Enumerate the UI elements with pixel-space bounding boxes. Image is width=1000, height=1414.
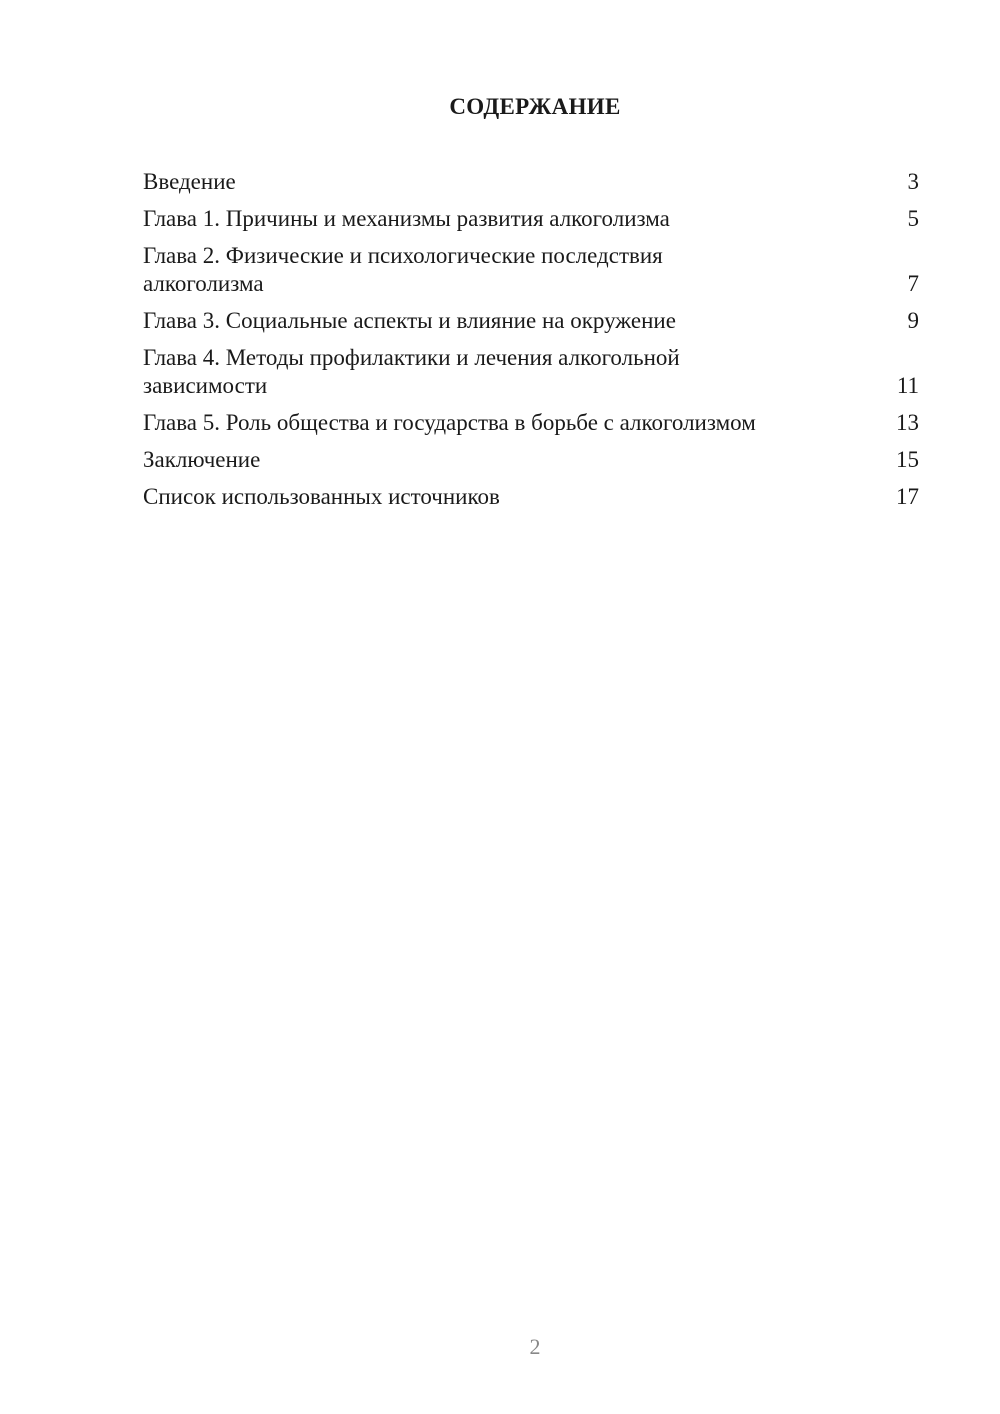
toc-entry-title: Глава 1. Причины и механизмы развития алкоголизма xyxy=(143,206,670,231)
table-of-contents xyxy=(143,168,919,520)
toc-entry-page: 5 xyxy=(907,206,919,231)
toc-entry-page: 15 xyxy=(896,447,919,472)
toc-entry-chapter-2 xyxy=(143,242,919,298)
toc-entry-page: 11 xyxy=(896,373,919,398)
toc-entry-title: Глава 2. Физические и психологические последствия алкоголизма xyxy=(143,243,663,296)
toc-entry-page: 7 xyxy=(907,271,919,296)
toc-entry-title: Список использованных источников xyxy=(143,484,500,509)
toc-entry-conclusion xyxy=(143,446,919,474)
toc-entry-chapter-3 xyxy=(143,307,919,335)
toc-entry-introduction xyxy=(143,168,919,196)
toc-entry-chapter-4 xyxy=(143,344,919,400)
toc-entry-page: 9 xyxy=(907,308,919,333)
toc-entry-title: Заключение xyxy=(143,447,261,472)
page-title: СОДЕРЖАНИЕ xyxy=(449,94,621,119)
page-number: 2 xyxy=(529,1334,541,1359)
toc-entry-title: Глава 5. Роль общества и государства в борьбе с алкоголизмом xyxy=(143,410,756,435)
toc-entry-chapter-1 xyxy=(143,205,919,233)
toc-entry-references xyxy=(143,483,919,511)
toc-entry-page: 13 xyxy=(896,410,919,435)
toc-entry-title: Глава 4. Методы профилактики и лечения алкогольной зависимости xyxy=(143,345,680,398)
toc-entry-title: Глава 3. Социальные аспекты и влияние на окружение xyxy=(143,308,676,333)
toc-entry-title: Введение xyxy=(143,169,236,194)
toc-entry-page: 3 xyxy=(907,169,919,194)
toc-entry-page: 17 xyxy=(896,484,919,509)
toc-entry-chapter-5 xyxy=(143,409,919,437)
